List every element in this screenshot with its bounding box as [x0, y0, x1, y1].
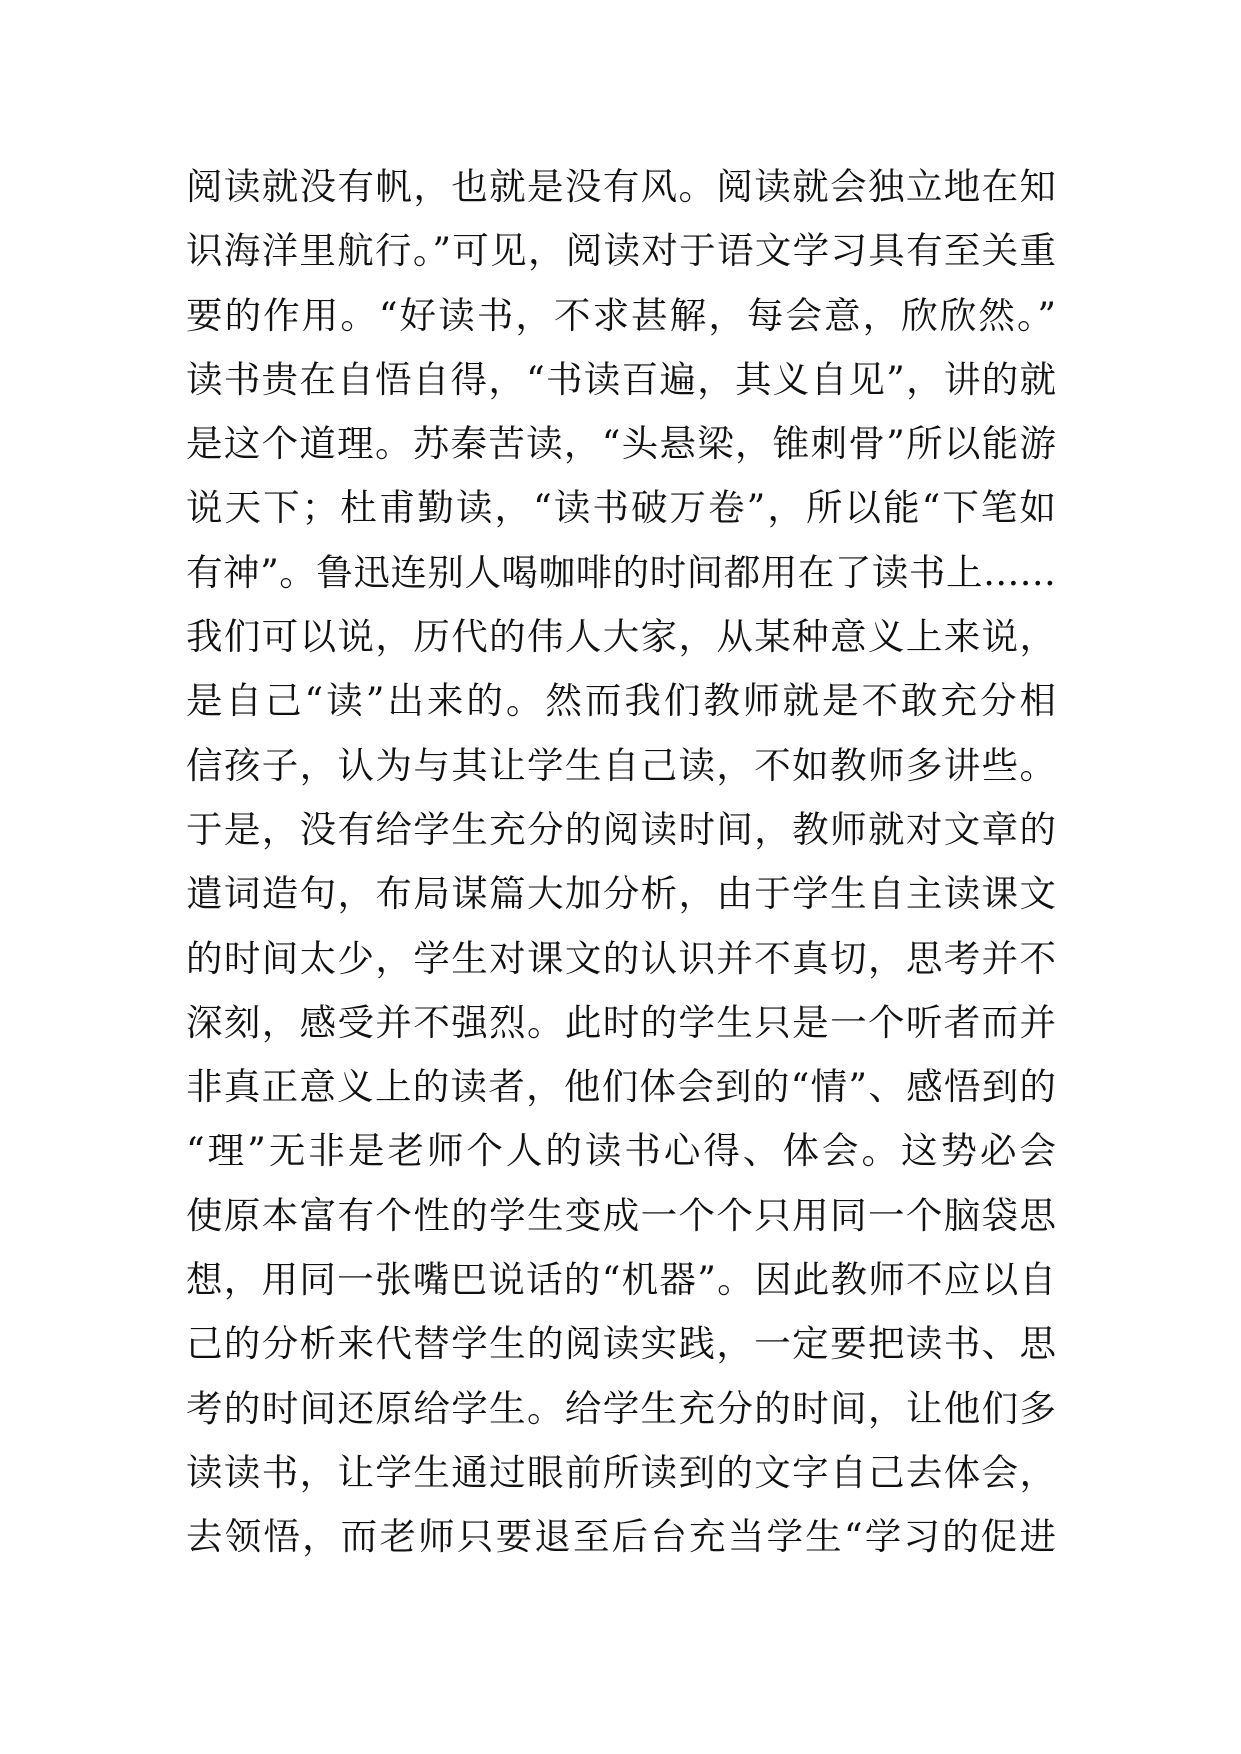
text-line: 是这个道理。苏秦苦读，“头悬梁，锥刺骨”所以能游 — [186, 422, 1056, 466]
body-text — [186, 155, 1056, 1570]
text-line: 去领悟，而老师只要退至后台充当学生“学习的促进 — [186, 1515, 1056, 1559]
text-line: 遣词造句，布局谋篇大加分析，由于学生自主读课文 — [186, 872, 1056, 916]
text-line: 于是，没有给学生充分的阅读时间，教师就对文章的 — [186, 807, 1056, 851]
text-line: 考的时间还原给学生。给学生充分的时间，让他们多 — [186, 1386, 1056, 1430]
text-line: 非真正意义上的读者，他们体会到的“情”、感悟到的 — [186, 1065, 1056, 1109]
text-line: 读读书，让学生通过眼前所读到的文字自己去体会， — [186, 1450, 1056, 1494]
text-line: 想，用同一张嘴巴说话的“机器”。因此教师不应以自 — [186, 1258, 1056, 1302]
text-line: 使原本富有个性的学生变成一个个只用同一个脑袋思 — [186, 1193, 1056, 1237]
text-line: 己的分析来代替学生的阅读实践，一定要把读书、思 — [186, 1322, 1056, 1366]
text-line: 要的作用。“好读书，不求甚解，每会意，欣欣然。” — [186, 293, 1056, 337]
text-line: 是自己“读”出来的。然而我们教师就是不敢充分相 — [186, 679, 1056, 723]
text-line: “理”无非是老师个人的读书心得、体会。这势必会 — [186, 1129, 1056, 1173]
text-line: 我们可以说，历代的伟人大家，从某种意义上来说， — [186, 615, 1056, 659]
text-line: 信孩子，认为与其让学生自己读，不如教师多讲些。 — [186, 743, 1056, 787]
text-line: 读书贵在自悟自得，“书读百遍，其义自见”，讲的就 — [186, 357, 1056, 401]
text-line: 阅读就没有帆，也就是没有风。阅读就会独立地在知 — [186, 165, 1056, 208]
text-line: 说天下；杜甫勤读，“读书破万卷”，所以能“下笔如 — [186, 486, 1056, 530]
text-line: 的时间太少，学生对课文的认识并不真切，思考并不 — [186, 936, 1056, 980]
text-line: 有神”。鲁迅连别人喝咖啡的时间都用在了读书上…… — [186, 550, 1056, 594]
text-line: 识海洋里航行。”可见，阅读对于语文学习具有至关重 — [186, 229, 1056, 273]
text-line: 深刻，感受并不强烈。此时的学生只是一个听者而并 — [186, 1000, 1056, 1044]
